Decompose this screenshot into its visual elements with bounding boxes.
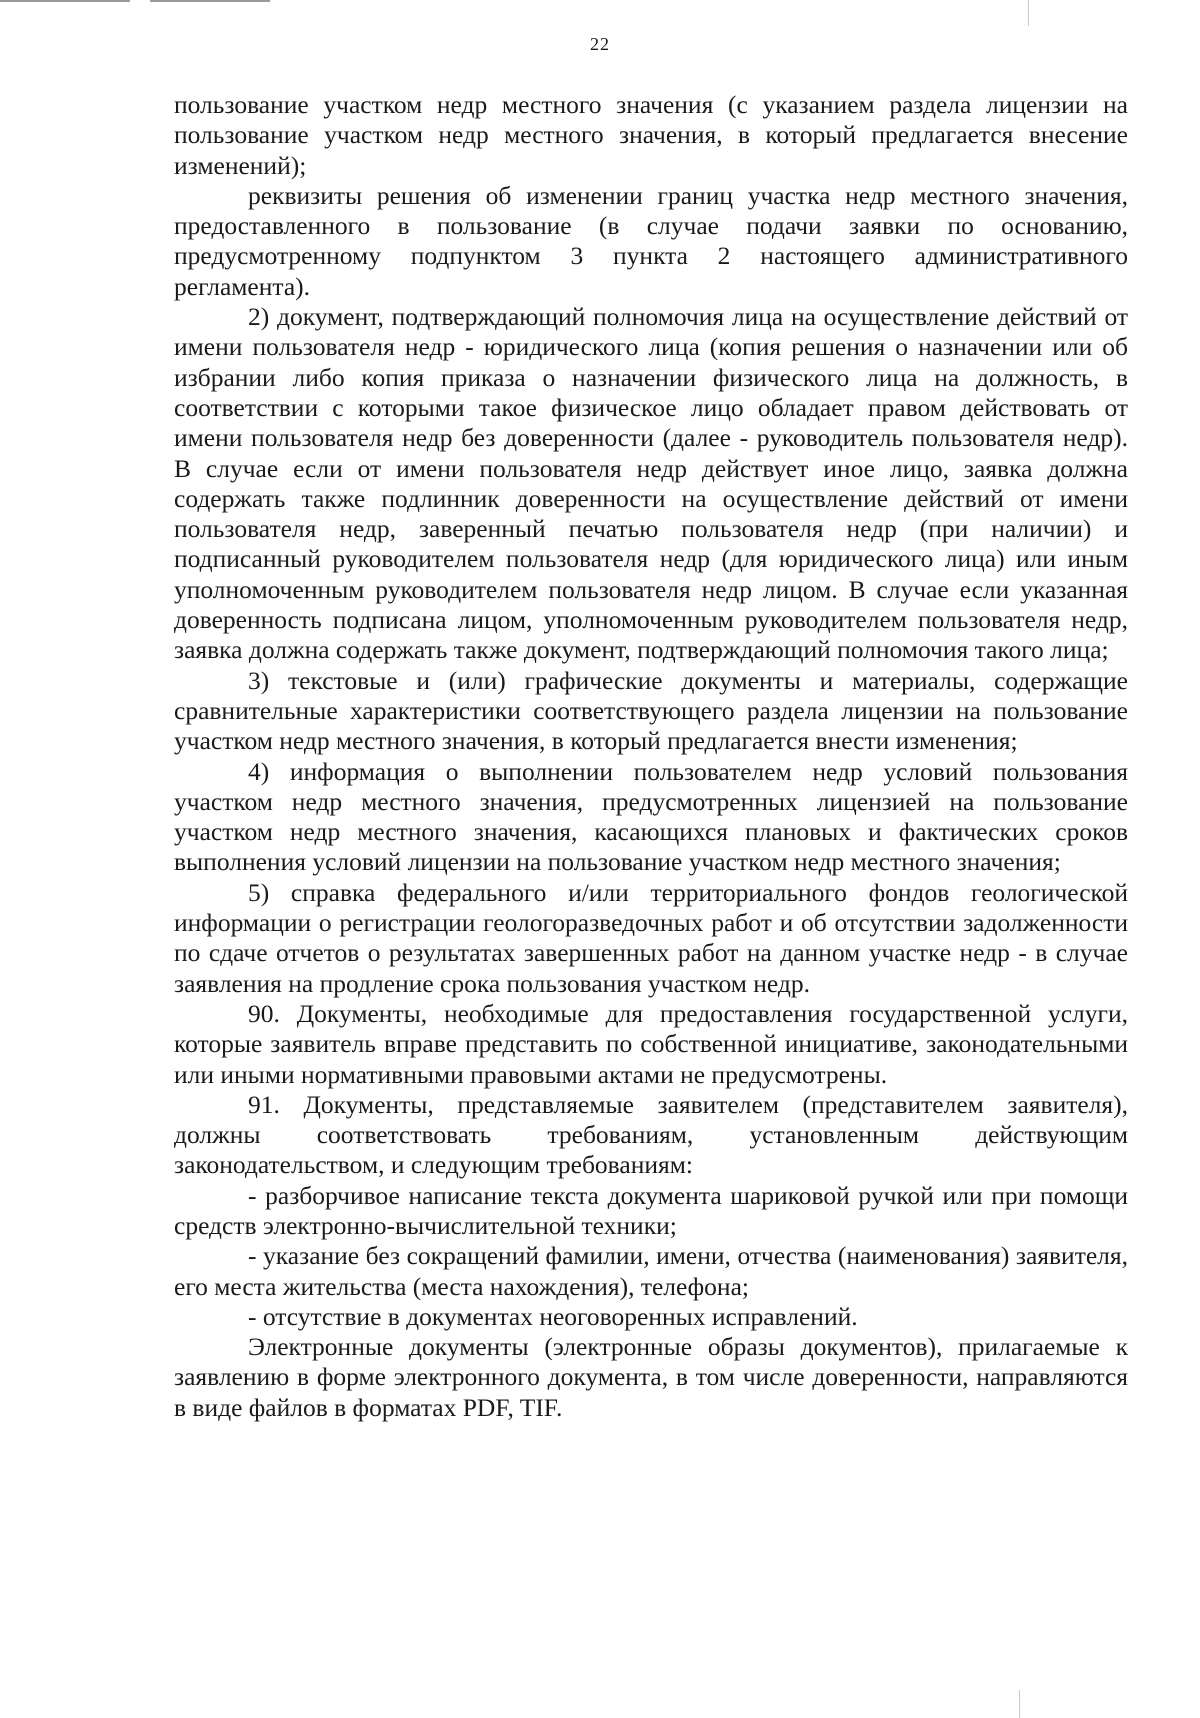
paragraph: пользование участком недр местного значения (с указанием раздела лицензии на пользование участком недр местного значения, в который предлагается внесение изменений); bbox=[174, 90, 1128, 180]
paragraph: 90. Документы, необходимые для предоставления государственной услуги, которые заявитель вправе представить по собственной инициативе, законодательными или иными нормативными правовыми актами не предусмотрены. bbox=[174, 998, 1128, 1089]
document-body bbox=[174, 90, 1128, 1423]
paragraph: 4) информация о выполнении пользователем недр условий пользования участком недр местного значения, предусмотренных лицензией на пользование участком недр местного значения, касающихся плановых и фактических сроков выполнения условий лицензии на пользование участком недр местного значения; bbox=[174, 756, 1128, 877]
paragraph: 91. Документы, представляемые заявителем (представителем заявителя), должны соответствовать требованиям, установленным действующим законодательством, и следующим требованиям: bbox=[174, 1089, 1128, 1180]
paragraph: 3) текстовые и (или) графические документы и материалы, содержащие сравнительные характеристики соответствующего раздела лицензии на пользование участком недр местного значения, в который предлагается внести изменения; bbox=[174, 665, 1128, 756]
scan-edge-mark bbox=[0, 0, 130, 2]
scan-edge-mark bbox=[1028, 0, 1029, 26]
paragraph: - разборчивое написание текста документа шариковой ручкой или при помощи средств электронно-вычислительной техники; bbox=[174, 1180, 1128, 1240]
paragraph: - отсутствие в документах неоговоренных исправлений. bbox=[248, 1301, 858, 1331]
scan-edge-mark bbox=[1019, 1690, 1020, 1718]
paragraph: - указание без сокращений фамилии, имени, отчества (наименования) заявителя, его места жительства (места нахождения), телефона; bbox=[174, 1241, 1128, 1301]
scan-edge-mark bbox=[150, 0, 270, 2]
page-number: 22 bbox=[590, 34, 610, 54]
paragraph: Электронные документы (электронные образы документов), прилагаемые к заявлению в форме электронного документа, в том числе доверенности, направляются в виде файлов в форматах PDF, TIF. bbox=[174, 1332, 1128, 1422]
paragraph: 5) справка федерального и/или территориального фондов геологической информации о регистрации геологоразведочных работ и об отсутствии задолженности по сдаче отчетов о результатах завершенных работ на данном участке недр - в случае заявления на продление срока пользования участком недр. bbox=[174, 877, 1128, 998]
paragraph: реквизиты решения об изменении границ участка недр местного значения, предоставленного в пользование (в случае подачи заявки по основанию, предусмотренному подпунктом 3 пункта 2 настоящего административного регламента). bbox=[174, 180, 1128, 301]
paragraph: 2) документ, подтверждающий полномочия лица на осуществление действий от имени пользователя недр - юридического лица (копия решения о назначении или об избрании либо копия приказа о назначении физического лица на должность, в соответствии с которыми такое физическое лицо обладает правом действовать от имени пользователя недр без доверенности (далее - руководитель пользователя недр). В случае если от имени пользователя недр действует иное лицо, заявка должна содержать также подлинник доверенности на осуществление действий от имени пользователя недр, заверенный печатью пользователя недр (при наличии) и подписанный руководителем пользователя недр (для юридического лица) или иным уполномоченным руководителем пользователя недр лицом. В случае если указанная доверенность подписана лицом, уполномоченным руководителем пользователя недр, заявка должна содержать также документ, подтверждающий полномочия такого лица; bbox=[174, 302, 1128, 665]
